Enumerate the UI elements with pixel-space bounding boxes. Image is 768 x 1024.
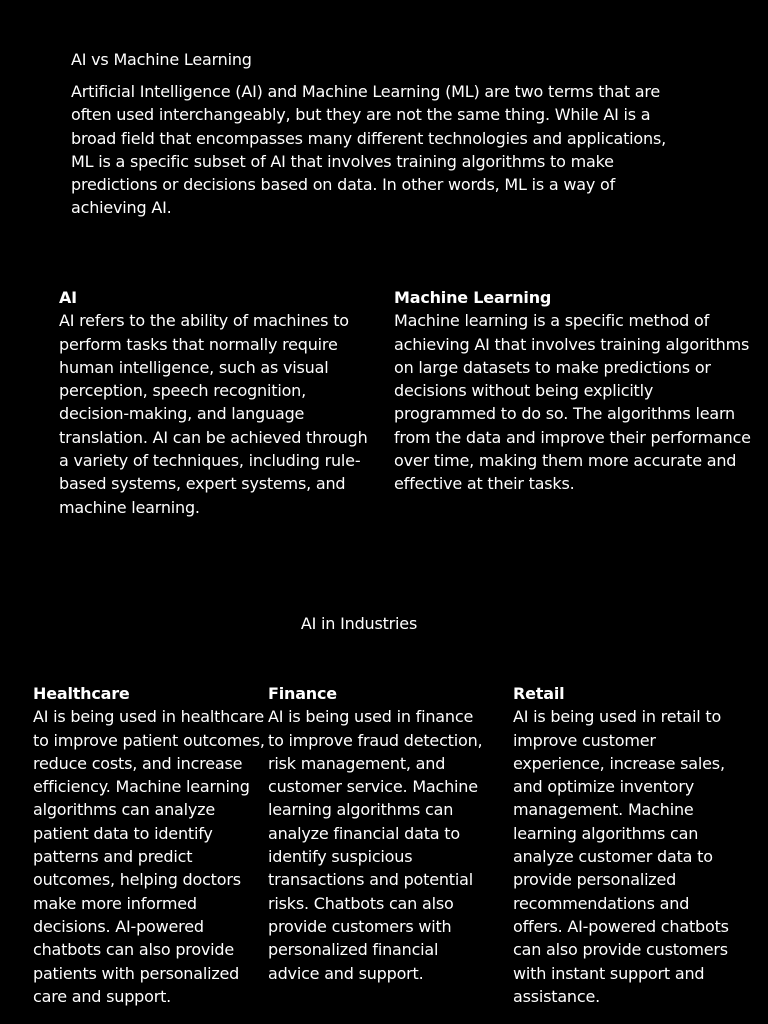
intro-paragraph: Artificial Intelligence (AI) and Machine Learning (ML) are two terms that are often used interchangeably, but they are not the same thing. While AI is a broad field that encompasses many different technologies and applications, ML is a specific subset of AI that involves training algorithms to make predictions or decisions based on data. In other words, ML is a way of achieving AI. xyxy=(71,82,666,218)
healthcare-description: AI is being used in healthcare to improve patient outcomes, reduce costs, and increase efficiency. Machine learning algorithms can analyze patient data to identify patterns and predict outcomes, helping doctors make more informed decisions. AI-powered chatbots can also provide patients with personalized care and support. xyxy=(33,707,265,1006)
finance-description: AI is being used in finance to improve fraud detection, risk management, and customer service. Machine learning algorithms can analyze financial data to identify suspicious transactions and potential risks. Chatbots can also provide customers with personalized financial advice and support. xyxy=(268,707,483,983)
ml-description: Machine learning is a specific method of achieving AI that involves training algorithms on large datasets to make predictions or decisions without being explicitly programmed to do so. The algorithms learn from the data and improve their performance over time, making them more accurate and effective at their tasks. xyxy=(394,311,751,494)
finance-column xyxy=(268,682,493,985)
ai-heading: AI xyxy=(59,288,77,307)
ai-column xyxy=(59,286,379,519)
ml-column xyxy=(394,286,754,496)
intro-title: AI vs Machine Learning xyxy=(71,50,252,69)
finance-heading: Finance xyxy=(268,684,337,703)
retail-heading: Retail xyxy=(513,684,565,703)
retail-column xyxy=(513,682,738,1008)
retail-description: AI is being used in retail to improve customer experience, increase sales, and optimize inventory management. Machine learning algorithms can analyze customer data to provide personalized recommendations and offers. AI-powered chatbots can also provide customers with instant support and assistance. xyxy=(513,707,729,1006)
industries-title: AI in Industries xyxy=(300,614,418,633)
healthcare-heading: Healthcare xyxy=(33,684,130,703)
ai-description: AI refers to the ability of machines to perform tasks that normally require human intelligence, such as visual perception, speech recognition, decision-making, and language translation. AI can be achieved through a variety of techniques, including rule-based systems, expert systems, and machine learning. xyxy=(59,311,368,517)
ml-heading: Machine Learning xyxy=(394,288,552,307)
healthcare-column xyxy=(33,682,265,1008)
